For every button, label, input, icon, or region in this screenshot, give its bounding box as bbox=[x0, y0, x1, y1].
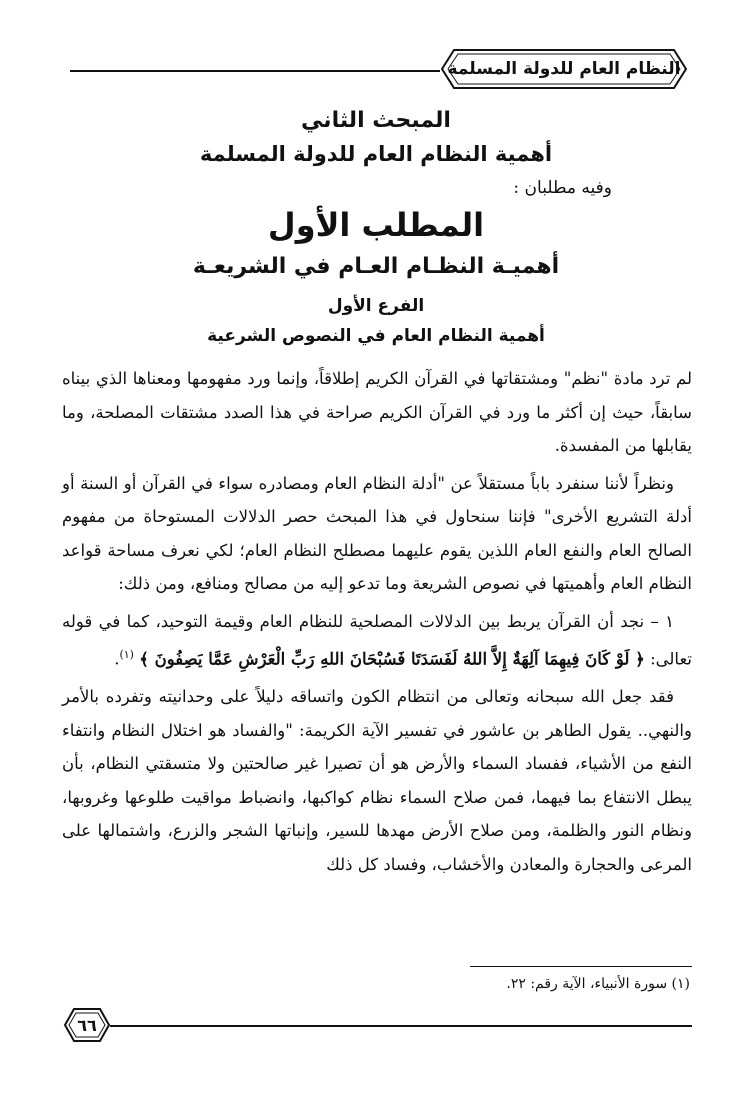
section-title: أهمية النظام العام للدولة المسلمة bbox=[199, 142, 553, 166]
body-text bbox=[62, 362, 692, 881]
footnote: (١) سورة الأنبياء، الآية رقم: ٢٢. bbox=[506, 976, 690, 992]
running-header bbox=[440, 46, 688, 92]
section-heading: المبحث الثاني bbox=[301, 108, 451, 133]
chapter-heading: المطلب الأول bbox=[267, 206, 485, 244]
footnote-ref: (١) bbox=[119, 648, 134, 661]
page-number-badge bbox=[62, 1006, 112, 1044]
footer-rule bbox=[110, 1025, 692, 1027]
paragraph-4: فقد جعل الله سبحانه وتعالى من انتظام الكون واتساقه دليلاً على وحدانيته وتفرده بالأمر والنهي.. يقول الطاهر بن عاشور في تفسير الآية الكريمة: "والفساد هو اختلال النظام وانتفاء النفع من الأشياء، ففساد السماء والأرض هو أن تصيرا غير صالحتين ولا متسقتي النظام، بأن يبطل الانتفاع بما فيهما، فمن صلاح السماء نظام كواكبها، وانضباط مواقيت طلوعها وغروبها، ونظام النور والظلمة، ومن صلاح الأرض مهدها للسير، وإنباتها الشجر والزرع، واشتمالها على المرعى والحجارة والمعادن والأخشاب، وفساد كل ذلك bbox=[62, 687, 692, 874]
paragraph-2: ونظراً لأننا سنفرد باباً مستقلاً عن "أدلة النظام العام ومصادره سواء في القرآن أو السنة أو أدلة التشريع الأخرى" فإننا سنحاول في هذا المبحث حصر الدلالات المستوحاة من مفهوم الصالح العام والنفع العام اللذين يقوم عليهما مصطلح النظام العام؛ لكي نعرف مساحة قواعد النظام العام وأهميتها في نصوص الشريعة وما تدعو إليه من مصالح ومنافع، ومن ذلك: bbox=[62, 473, 692, 593]
running-title: النظام العام للدولة المسلمة bbox=[447, 59, 681, 79]
quran-verse: ﴿ لَوْ كَانَ فِيهِمَا آلِهَةٌ إِلاَّ اللهُ لَفَسَدَتَا فَسُبْحَانَ اللهِ رَبِّ الْعَرْشِ عَمَّا يَصِفُونَ ﴾ bbox=[139, 649, 645, 669]
header-rule bbox=[70, 70, 440, 72]
intro-line: وفيه مطلبان : bbox=[513, 178, 612, 198]
page-number: ٦٦ bbox=[77, 1015, 97, 1035]
paragraph-3-lead: ١ – نجد أن القرآن يربط بين الدلالات المصلحية للنظام العام وقيمة التوحيد، كما في قوله تعالى: bbox=[62, 611, 692, 669]
chapter-title: أهميـة النظـام العـام في الشريعـة bbox=[192, 254, 560, 279]
branch-title: أهمية النظام العام في النصوص الشرعية bbox=[207, 326, 545, 346]
paragraph-1: لم ترد مادة "نظم" ومشتقاتها في القرآن الكريم إطلاقاً، وإنما ورد مفهومها ومعناها الذي بيناه سابقاً، حيث إن أكثر ما ورد في القرآن الكريم صراحة في هذا الصدد مشتقات المصلحة، وما يقابلها من المفسدة. bbox=[62, 369, 692, 455]
footnote-rule bbox=[470, 966, 692, 967]
paragraph-3: ١ – نجد أن القرآن يربط بين الدلالات المصلحية للنظام العام وقيمة التوحيد، كما في قوله تعالى: ﴿ لَوْ كَانَ فِيهِمَا آلِهَةٌ إِلاَّ اللهُ لَفَسَدَتَا فَسُبْحَانَ اللهِ رَبِّ الْعَرْشِ عَمَّا يَصِفُونَ ﴾ $^{(١)}$. bbox=[62, 611, 692, 669]
branch-heading: الفرع الأول bbox=[327, 296, 425, 316]
